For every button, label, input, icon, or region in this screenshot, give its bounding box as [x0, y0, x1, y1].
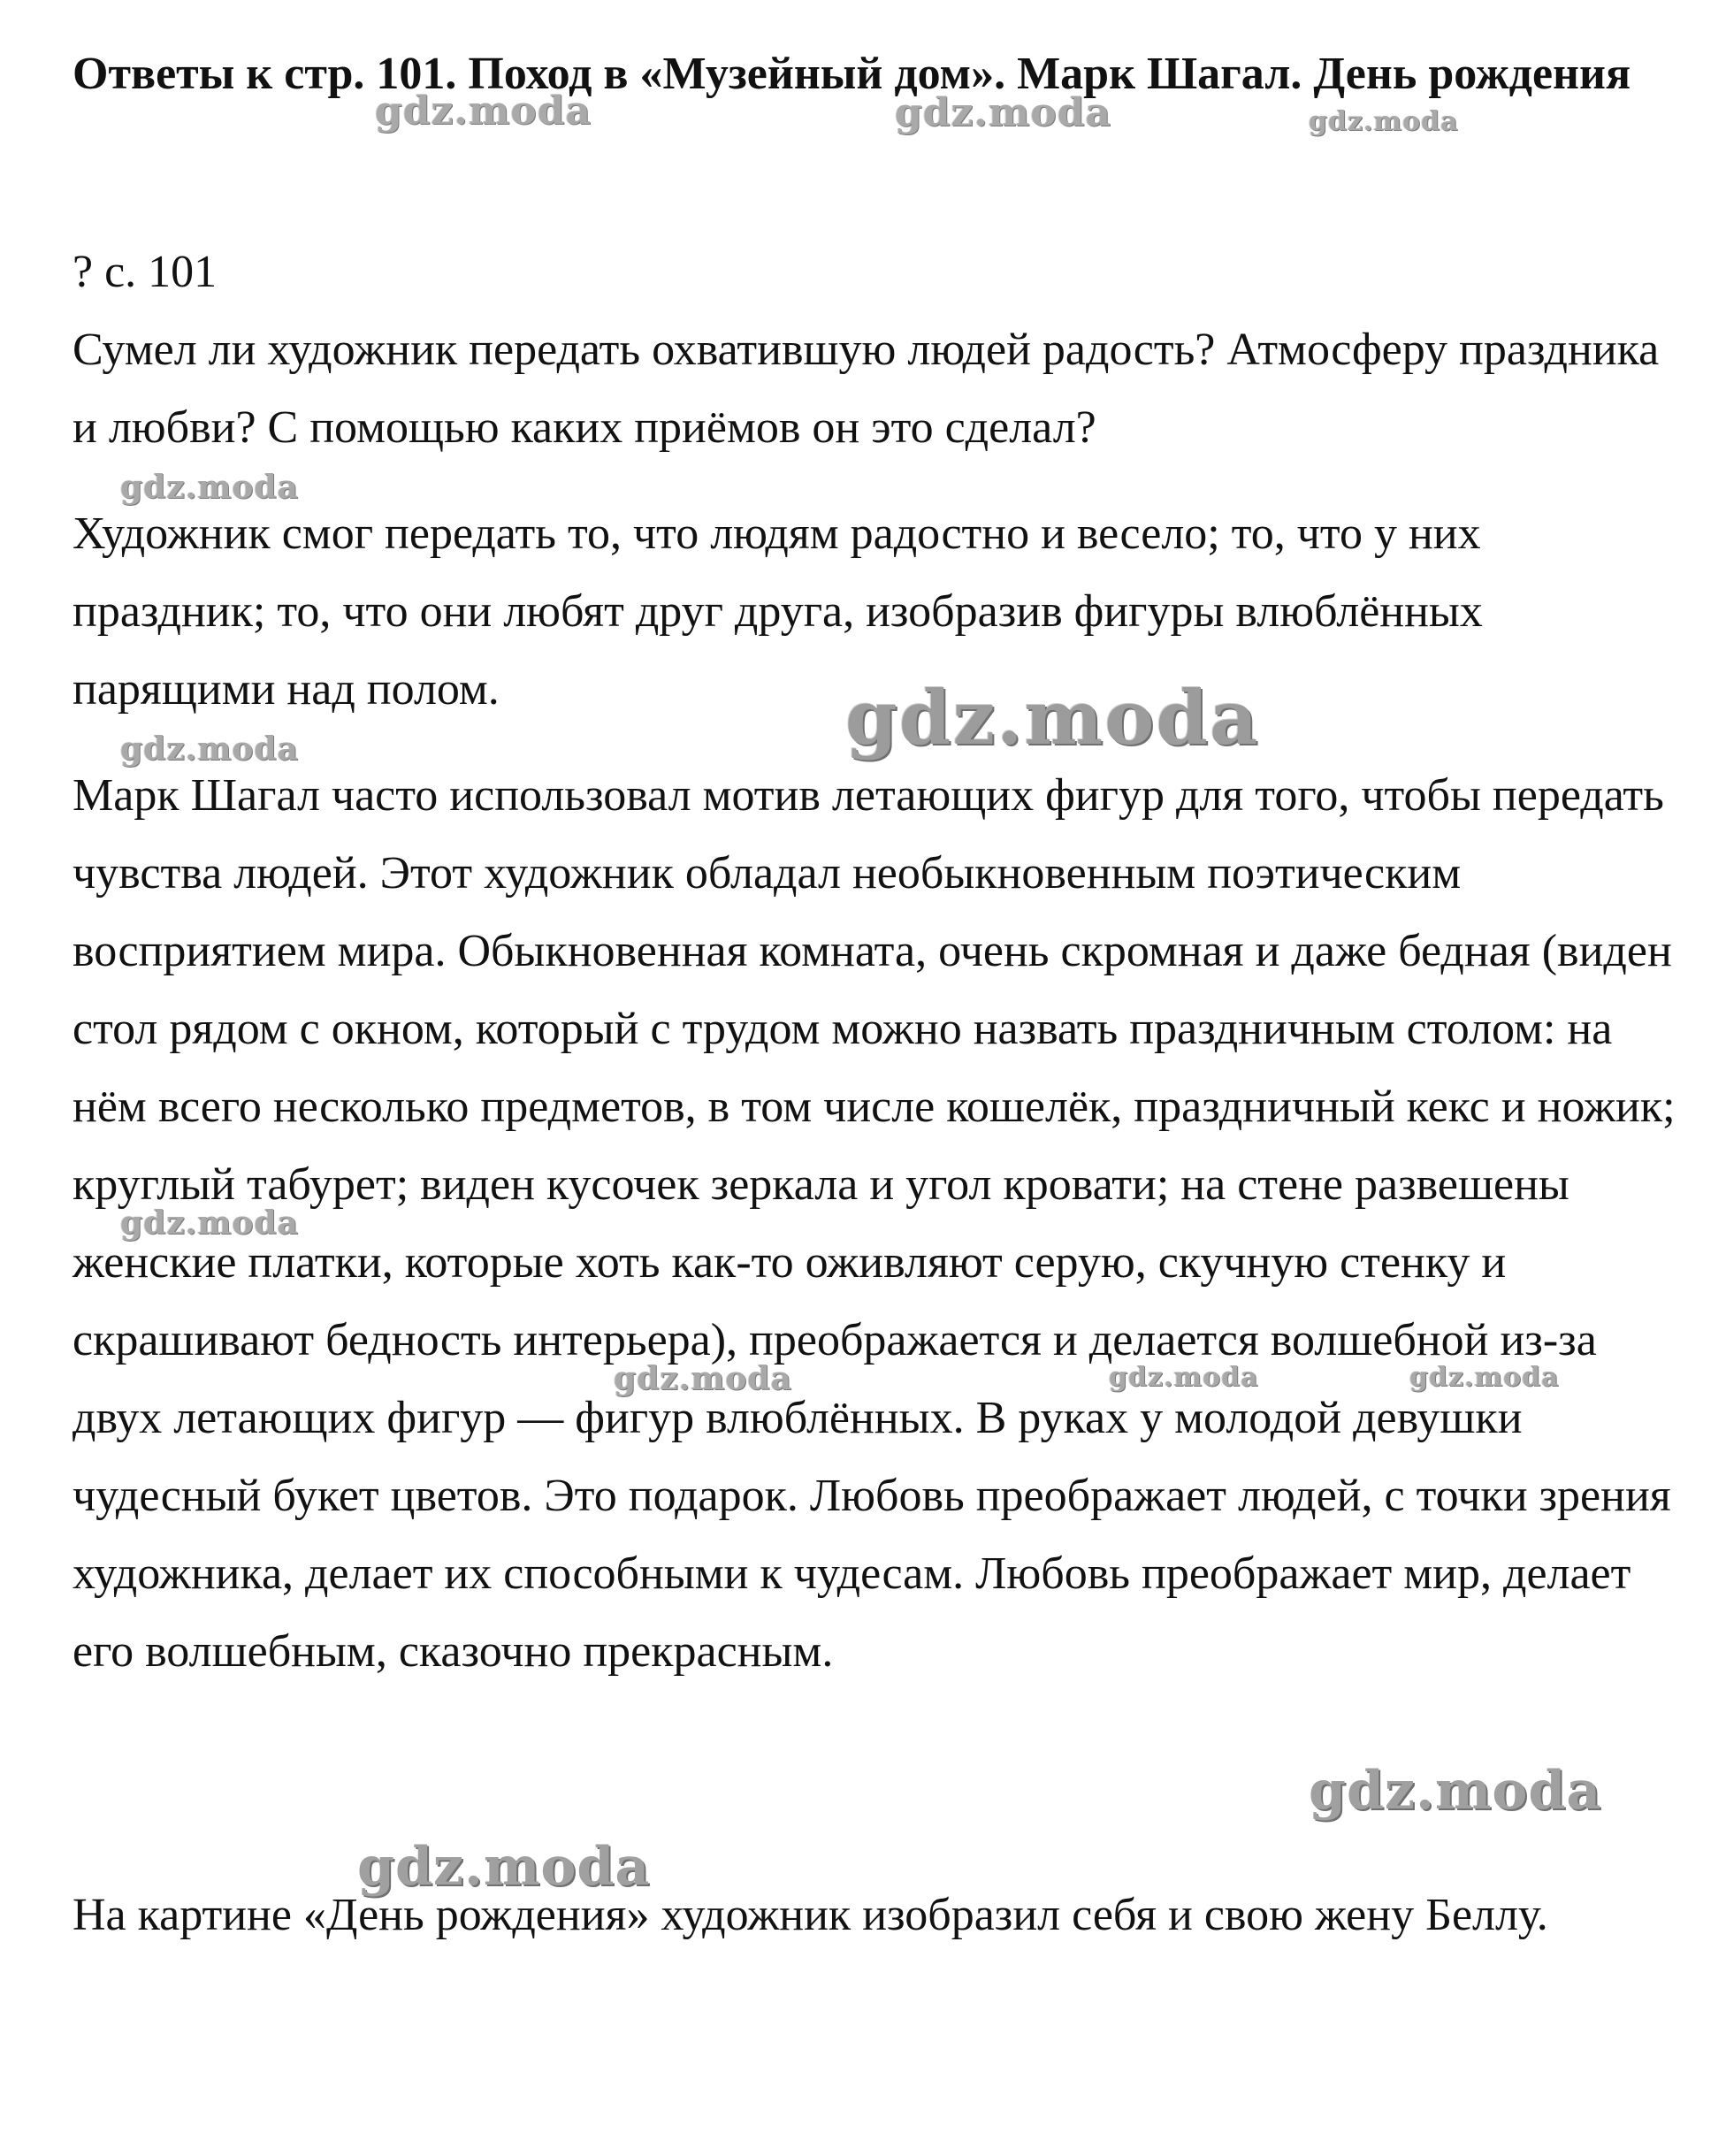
watermark: gdz.moda [614, 1360, 792, 1397]
watermark: gdz.moda [1309, 106, 1459, 137]
watermark: gdz.moda [375, 88, 592, 134]
page-reference: ? с. 101 [73, 247, 218, 297]
page-title: Ответы к стр. 101. Поход в «Музейный дом». Марк Шагал. День рождения [73, 49, 1631, 99]
watermark: gdz.moda [1109, 1362, 1259, 1393]
watermark: gdz.moda [895, 90, 1112, 135]
question-text: Сумел ли художник передать охватившую людей радость? Атмосферу праздника и любви? С помощью каких приёмов он это сделал? [73, 325, 1660, 453]
watermark: gdz.moda [1409, 1362, 1560, 1393]
answer-paragraph-3: На картине «День рождения» художник изобразил себя и свою жену Беллу. [73, 1890, 1548, 1940]
watermark: gdz.moda [357, 1836, 651, 1898]
watermark: gdz.moda [1309, 1760, 1602, 1822]
watermark: gdz.moda [120, 1204, 299, 1242]
watermark: gdz.moda [845, 674, 1260, 761]
watermark: gdz.moda [120, 469, 299, 506]
watermark: gdz.moda [120, 730, 299, 768]
answer-paragraph-1: Художник смог передать то, что людям радостно и весело; то, что у них праздник; то, что они любят друг друга, изобразив фигуры влюблённых парящими над полом. [73, 508, 1483, 715]
answer-paragraph-2: Марк Шагал часто использовал мотив летающих фигур для того, чтобы передать чувства людей. Этот художник обладал необыкновенным поэтическим восприятием мира. Обыкновенная комната, очень скромная и даже бедная (виден стол рядом с окном, который с трудом можно назвать праздничным столом: на нём всего несколько предметов, в том числе кошелёк, праздничный кекс и ножик; круглый табурет; виден кусочек зеркала и угол кровати; на стене развешены женские платки, которые хоть как-то оживляют серую, скучную стенку и скрашивают бедность интерьера), преображается и делается волшебной из-за двух летающих фигур — фигур влюблённых. В руках у молодой девушки чудесный букет цветов. Это подарок. Любовь преображает людей, с точки зрения художника, делает их способными к чудесам. Любовь преображает мир, делает его волшебным, сказочно прекрасным. [73, 770, 1676, 1677]
